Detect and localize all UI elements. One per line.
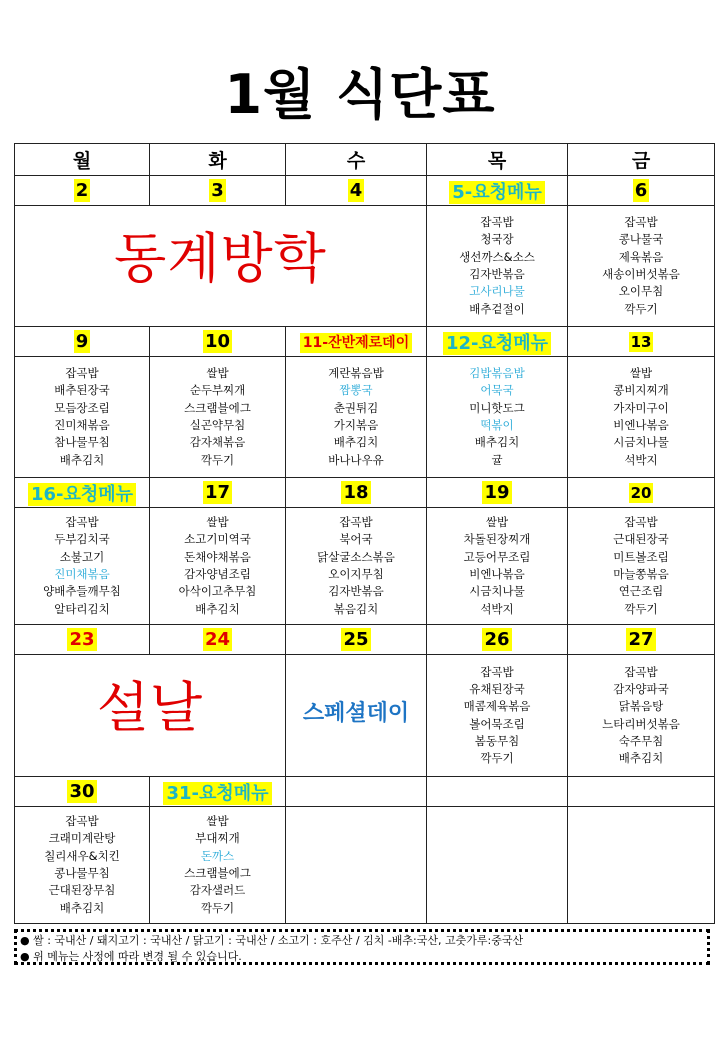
date-label: 9	[75, 331, 89, 352]
menu-item: 미트볼조림	[613, 549, 669, 564]
date-row-week1	[15, 176, 715, 206]
menu-item: 감자양파국	[613, 681, 669, 696]
menu-item: 석박지	[624, 452, 658, 467]
meal-cell	[568, 508, 715, 625]
menu-item: 시금치나물	[469, 584, 525, 599]
date-label: 4	[349, 180, 363, 201]
menu-item: 제육볶음	[618, 249, 664, 264]
menu-item: 쌀밥	[206, 814, 229, 829]
menu-item: 배추김치	[59, 452, 105, 467]
menu-item: 실곤약무침	[189, 418, 246, 432]
menu-item: 생선까스&소스	[459, 249, 535, 264]
weekday-mon: 월	[15, 144, 150, 176]
menu-item: 잡곡밥	[480, 215, 514, 230]
meal-row-week5	[15, 807, 715, 924]
menu-item: 배추김치	[195, 601, 240, 616]
menu-item: 콩비지찌개	[613, 383, 669, 398]
menu-item: 짬뽕국	[339, 383, 373, 398]
date-label-zero-waste: 11-잔반제로데이	[300, 333, 412, 353]
menu-item: 볶음김치	[333, 601, 379, 616]
menu-item: 근대된장무침	[48, 883, 116, 898]
date-row-week4	[15, 625, 715, 655]
date-label-holiday: 24	[204, 629, 231, 650]
meal-cell	[15, 508, 150, 625]
menu-item: 가지볶음	[333, 418, 379, 432]
menu-item: 쌀밥	[629, 366, 653, 381]
meal-row-week3	[15, 508, 715, 625]
date-label: 30	[69, 781, 95, 802]
menu-item: 가자미구이	[613, 400, 669, 415]
meal-table	[14, 143, 715, 924]
meal-row-week2	[15, 357, 715, 478]
menu-item: 오이무침	[618, 284, 664, 299]
special-day-label: 스페셜데이	[302, 701, 410, 727]
meal-cell	[568, 357, 715, 478]
menu-item: 잡곡밥	[624, 515, 658, 530]
menu-item: 배추된장국	[54, 383, 110, 398]
menu-item: 잡곡밥	[624, 664, 658, 679]
date-label: 18	[343, 482, 369, 503]
menu-item: 부대찌개	[195, 831, 240, 846]
menu-item: 아삭이고추무침	[178, 584, 257, 599]
menu-item: 근대된장국	[613, 532, 669, 547]
meal-cell	[568, 655, 715, 777]
menu-item: 스크램블에그	[184, 400, 251, 415]
menu-item: 크래미계란탕	[48, 831, 116, 846]
date-label: 27	[628, 629, 654, 650]
menu-item: 닭볶음탕	[618, 699, 664, 714]
menu-item: 춘권튀김	[333, 400, 379, 415]
meal-cell	[286, 508, 427, 625]
date-row-week5	[15, 777, 715, 807]
menu-item: 깍두기	[200, 452, 235, 467]
menu-item: 깍두기	[624, 301, 658, 316]
menu-item: 어묵국	[480, 383, 514, 398]
weekday-wed: 수	[286, 144, 427, 176]
menu-item: 북어국	[339, 532, 373, 547]
menu-item: 배추김치	[618, 751, 664, 766]
meal-cell	[150, 357, 286, 478]
menu-item: 소고기미역국	[184, 532, 251, 547]
date-label: 10	[204, 331, 231, 352]
menu-item: 깍두기	[480, 751, 514, 766]
menu-item: 쌀밥	[206, 515, 229, 530]
meal-row-week4	[15, 655, 715, 777]
meal-cell	[15, 807, 150, 924]
holiday-banner: 설날	[96, 676, 204, 740]
origin-note: ● 쌀 : 국내산 / 돼지고기 : 국내산 / 닭고기 : 국내산 / 소고기 : 호주산 / 김치 -배추:국산, 고춧가루:중국산	[20, 934, 524, 947]
date-label: 19	[484, 482, 510, 503]
menu-item: 감자채볶음	[189, 435, 246, 450]
date-label: 2	[75, 180, 89, 201]
menu-item: 김자반볶음	[328, 584, 384, 599]
meal-cell	[427, 357, 568, 478]
menu-item: 석박지	[480, 601, 514, 616]
menu-item: 잡곡밥	[339, 515, 373, 530]
menu-item: 청국장	[480, 232, 514, 247]
menu-item: 시금치나물	[613, 435, 669, 450]
menu-item: 돈까스	[200, 848, 235, 863]
date-label: 17	[204, 482, 231, 503]
weekday-tue: 화	[150, 144, 286, 176]
menu-item: 김자반볶음	[469, 267, 525, 281]
weekday-fri: 금	[568, 144, 715, 176]
meal-cell	[286, 357, 427, 478]
menu-item: 쌀밥	[206, 366, 229, 381]
menu-item: 바나나우유	[328, 452, 384, 467]
menu-item: 배추김치	[333, 435, 379, 450]
menu-item: 스크램블에그	[184, 866, 251, 880]
menu-item: 비엔나볶음	[613, 418, 669, 432]
menu-item: 새송이버섯볶음	[602, 267, 680, 281]
winter-break-banner: 동계방학	[114, 226, 327, 290]
menu-item: 순두부찌개	[189, 383, 246, 398]
menu-item: 고사리나물	[469, 284, 525, 299]
menu-item: 감자샐러드	[189, 883, 246, 898]
menu-item: 칠리새우&치킨	[44, 848, 120, 863]
meal-cell	[427, 508, 568, 625]
meal-cell	[427, 206, 568, 327]
menu-item: 배추김치	[474, 435, 520, 450]
menu-item: 양배추들깨무침	[43, 584, 121, 599]
menu-item: 잡곡밥	[65, 366, 99, 381]
menu-item: 계란볶음밥	[328, 366, 384, 381]
date-row-week3	[15, 478, 715, 508]
menu-item: 봄동무침	[474, 733, 520, 748]
menu-item: 진미채볶음	[54, 567, 110, 581]
menu-item: 콩나물무침	[54, 866, 110, 880]
menu-item: 느타리버섯볶음	[602, 716, 680, 731]
menu-item: 참나물무침	[54, 435, 110, 450]
date-label: 6	[634, 180, 648, 201]
meal-cell	[568, 206, 715, 327]
date-label: 26	[484, 629, 510, 650]
date-row-week2	[15, 327, 715, 357]
menu-item: 두부김치국	[54, 532, 110, 547]
menu-item: 떡볶이	[480, 418, 514, 432]
menu-item: 알타리김치	[54, 601, 110, 616]
menu-item: 돈채야채볶음	[184, 549, 251, 564]
menu-item: 배추김치	[59, 900, 105, 915]
meal-cell	[150, 807, 286, 924]
page-title: 1월 식단표	[224, 63, 496, 126]
menu-item: 오이지무침	[328, 567, 384, 581]
menu-item: 감자양념조림	[184, 567, 251, 581]
meal-cell	[150, 508, 286, 625]
menu-item: 쌀밥	[485, 515, 509, 530]
menu-item: 모듬장조림	[54, 400, 110, 415]
menu-item: 배추겉절이	[469, 301, 525, 316]
menu-item: 잡곡밥	[65, 515, 99, 530]
menu-item: 잡곡밥	[65, 814, 99, 829]
menu-item: 숙주무침	[618, 733, 664, 748]
menu-item: 매콤제육볶음	[463, 699, 531, 714]
date-label: 25	[343, 629, 369, 650]
date-label-request: 16-요청메뉴	[28, 483, 136, 506]
menu-item: 닭살굴소스볶음	[317, 549, 395, 564]
meal-cell	[15, 357, 150, 478]
date-label-request: 5-요청메뉴	[449, 181, 545, 204]
menu-item: 소불고기	[59, 549, 105, 564]
menu-item: 미니핫도그	[469, 400, 525, 415]
menu-item: 유채된장국	[469, 681, 525, 696]
meal-cell	[427, 655, 568, 777]
date-label-holiday: 23	[69, 629, 95, 650]
date-label: 20	[630, 484, 652, 502]
weekday-header-row	[15, 144, 715, 176]
menu-item: 잡곡밥	[480, 664, 514, 679]
menu-item: 김밥볶음밥	[469, 366, 525, 381]
meal-row-week1	[15, 206, 715, 327]
menu-item: 잡곡밥	[624, 215, 658, 230]
date-label-request: 12-요청메뉴	[443, 332, 551, 355]
date-label: 3	[211, 180, 224, 201]
date-label: 13	[630, 333, 652, 351]
menu-item: 볼어묵조림	[469, 716, 525, 731]
menu-item: 진미채볶음	[54, 418, 110, 432]
menu-item: 깍두기	[200, 900, 235, 915]
notes-box	[14, 929, 710, 965]
menu-item: 연근조림	[618, 584, 664, 599]
menu-item: 깍두기	[624, 601, 658, 616]
menu-item: 콩나물국	[618, 232, 664, 247]
menu-item: 귤	[491, 452, 503, 467]
menu-item: 비엔나볶음	[469, 567, 525, 581]
menu-item: 고등어무조림	[463, 549, 531, 564]
menu-item: 마늘쫑볶음	[613, 567, 669, 581]
weekday-thu: 목	[427, 144, 568, 176]
menu-item: 차돌된장찌개	[463, 532, 531, 547]
change-note: ● 위 메뉴는 사정에 따라 변경 될 수 있습니다.	[20, 950, 242, 963]
date-label-request: 31-요청메뉴	[163, 782, 271, 805]
